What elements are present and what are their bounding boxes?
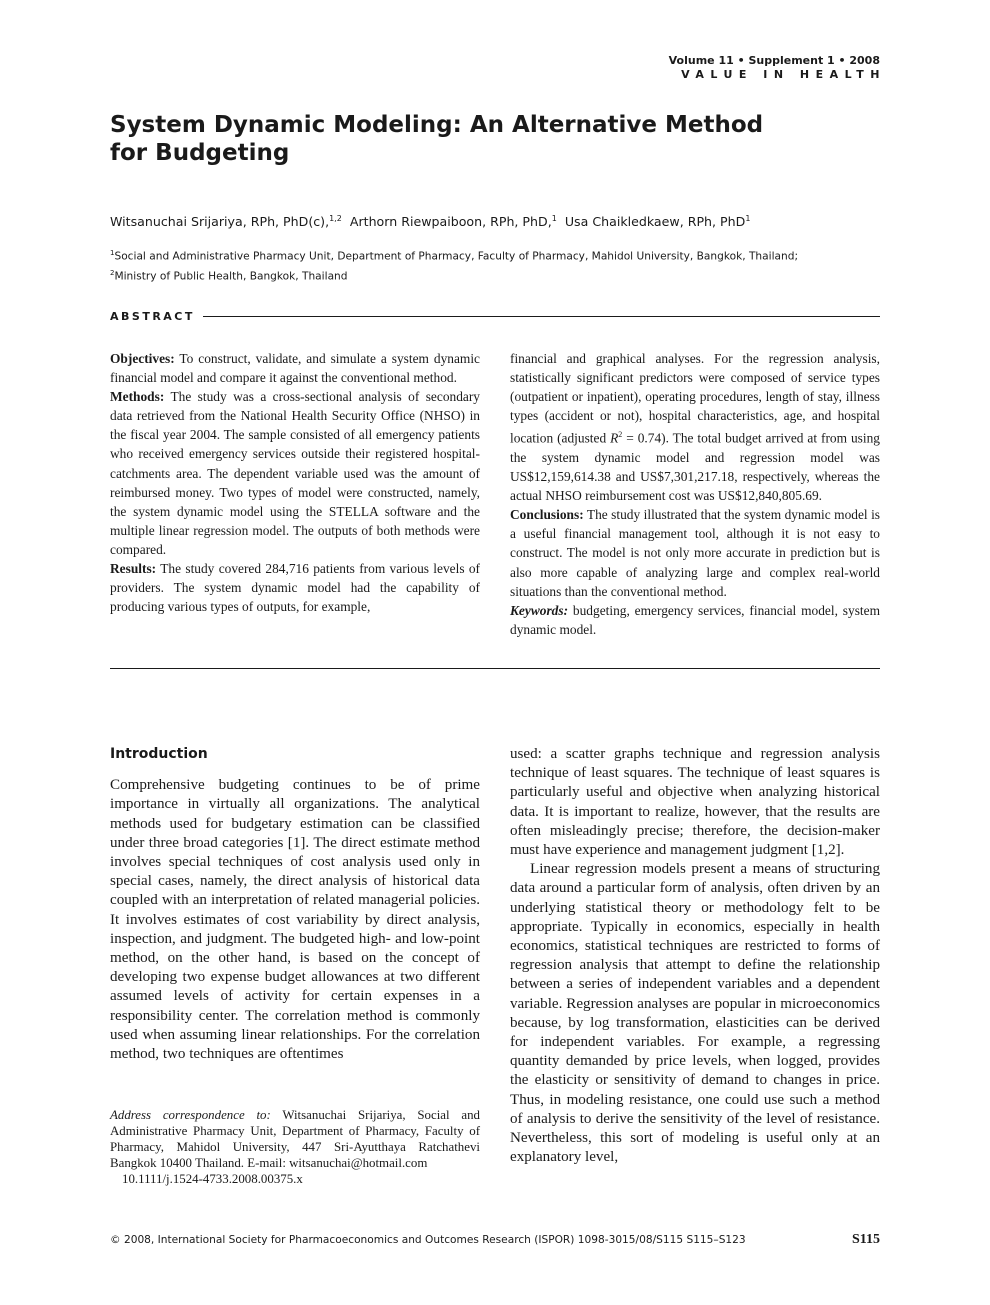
copyright: © 2008, International Society for Pharmacoeconomics and Outcomes Research (ISPOR) 1098-3015/08/S115 S115–S123 <box>110 1234 746 1246</box>
page-number: S115 <box>851 1232 880 1247</box>
author-affiliation-ref: 1,2 <box>329 214 342 223</box>
abstract-results-continued: financial and graphical analyses. For the regression analysis, statistically significant predictors were composed of service types (outpatient or inpatient), operating procedures, length of stay, illness types (accident or not), hospital characteristics, age, and hospital location (adjusted $R^2 = 0.74$). The total budget arrived at from using the system dynamic model and regression model was US$12,159,614.38 and US$7,301,217.18, respectively, whereas the actual NHSO reimbursement cost was US$12,840,805.69. <box>510 351 880 504</box>
correspondence-address: Address correspondence to: Witsanuchai Srijariya, Social and Administrative Pharmacy Unit, Department of Pharmacy, Faculty of Pharmacy, Mahidol University, 447 Sri-Ayutthaya Ratchathevi Bangkok 10400 Thailand. E-mail: witsanuchai@hotmail.com <box>110 1108 480 1170</box>
author-affiliation-ref: 1 <box>551 214 557 223</box>
journal-issue: Volume 11 • Supplement 1 • 2008 <box>668 54 880 67</box>
author-affiliation-ref: 1 <box>745 214 751 223</box>
body-column-right <box>510 745 880 1167</box>
body-column-left <box>110 745 480 1064</box>
abstract-column-right <box>510 349 880 639</box>
correspondence-note <box>110 1108 480 1188</box>
journal-header <box>668 54 886 81</box>
affiliation: $^1$Social and Administrative Pharmacy Unit, Department of Pharmacy, Faculty of Pharmacy, Mahidol University, Bangkok, Thailand; <box>110 249 799 263</box>
abstract-keywords: Keywords: budgeting, emergency services, financial model, system dynamic model. <box>510 602 880 637</box>
abstract-objectives: Objectives: To construct, validate, and simulate a system dynamic financial model and compare it against the conventional method. <box>110 351 480 386</box>
paragraph: used: a scatter graphs technique and regression analysis technique of least squares. The technique of least squares is particularly useful and objective when analyzing historical data. It is important to realize, however, that the results are often misleadingly precise; therefore, the decision-maker must have experience and management judgment [1,2]. <box>510 746 880 859</box>
abstract-divider <box>203 316 880 317</box>
abstract-heading: ABSTRACT <box>110 310 195 323</box>
page-footer <box>110 1232 880 1248</box>
title-line-2: for Budgeting <box>110 140 290 166</box>
doi: 10.1111/j.1524-4733.2008.00375.x <box>122 1171 303 1186</box>
affiliation: $^2$Ministry of Public Health, Bangkok, Thailand <box>110 268 348 283</box>
abstract-methods: Methods: The study was a cross-sectional analysis of secondary data retrieved from the National Health Security Office (NHSO) in the fiscal year 2004. The sample consisted of all emergency patients who received emergency services outside their registered hospital-catchments area. The dependent variable used was the amount of reimbursed money. Two types of model were constructed, namely, the system dynamic model using the STELLA software and the multiple linear regression model. The outputs of both methods were compared. <box>110 389 480 557</box>
section-heading: Introduction <box>110 746 208 762</box>
abstract-column-left <box>110 349 480 616</box>
paragraph: Linear regression models present a means of structuring data around a particular form of analysis, often driven by an underlying statistical theory or methodology felt to be appropriate. Typically in economics, especially in health economics, statistical techniques are restricted to forms of regression analysis that attempt to define the relationship between a series of independent variables and a dependent variable. Regression analyses are popular in microeconomics because, by log transformation, elasticities can be derived for independent variables. For example, a regressing quantity demanded by price levels, when logged, provides the elasticity or sensitivity of demand to changes in price. Thus, in modeling resistance, one could use such a method of analysis to derive the sensitivity of the level of resistance. Nevertheless, this sort of modeling is useful only at an explanatory level, <box>510 861 880 1166</box>
affiliations <box>110 245 798 284</box>
paragraph: Comprehensive budgeting continues to be of prime importance in virtually all organizations. The analytical methods used for budgetary estimation can be classified under three broad categories [1]. The direct estimate method involves special techniques of cost analysis used only in special cases, namely, the direct analysis of historical data coupled with an interpretation of related managerial policies. It involves estimates of cost variability by direct analysis, inspection, and judgment. The budgeted high- and low-point method, on the other hand, is based on the concept of developing two expense budget allowances at two different assumed levels of activity for certain expenses in a responsibility center. The correlation method is commonly used when assuming linear relationships. For the correlation method, two techniques are oftentimes <box>110 777 480 1063</box>
abstract-results: Results: The study covered 284,716 patients from various levels of providers. The system dynamic model had the capability of producing various types of outputs, for example, <box>110 561 481 615</box>
article-title <box>110 111 810 167</box>
author-name: Witsanuchai Srijariya, RPh, PhD(c), <box>110 214 330 230</box>
abstract-bottom-divider <box>110 668 880 669</box>
abstract-header <box>110 310 880 323</box>
author-name: Usa Chaikledkaew, RPh, PhD <box>564 214 746 230</box>
title-line-1: System Dynamic Modeling: An Alternative Method <box>110 112 764 138</box>
author-list <box>110 214 750 229</box>
author-name: Arthorn Riewpaiboon, RPh, PhD, <box>349 214 552 230</box>
journal-name: VALUE IN HEALTH <box>681 68 886 81</box>
abstract-conclusions: Conclusions: The study illustrated that the system dynamic model is a useful financial management tool, although it is not easy to construct. The model is not only more accurate in prediction but is also more capable of analyzing large and complex real-world situations than the conventional method. <box>510 507 881 599</box>
